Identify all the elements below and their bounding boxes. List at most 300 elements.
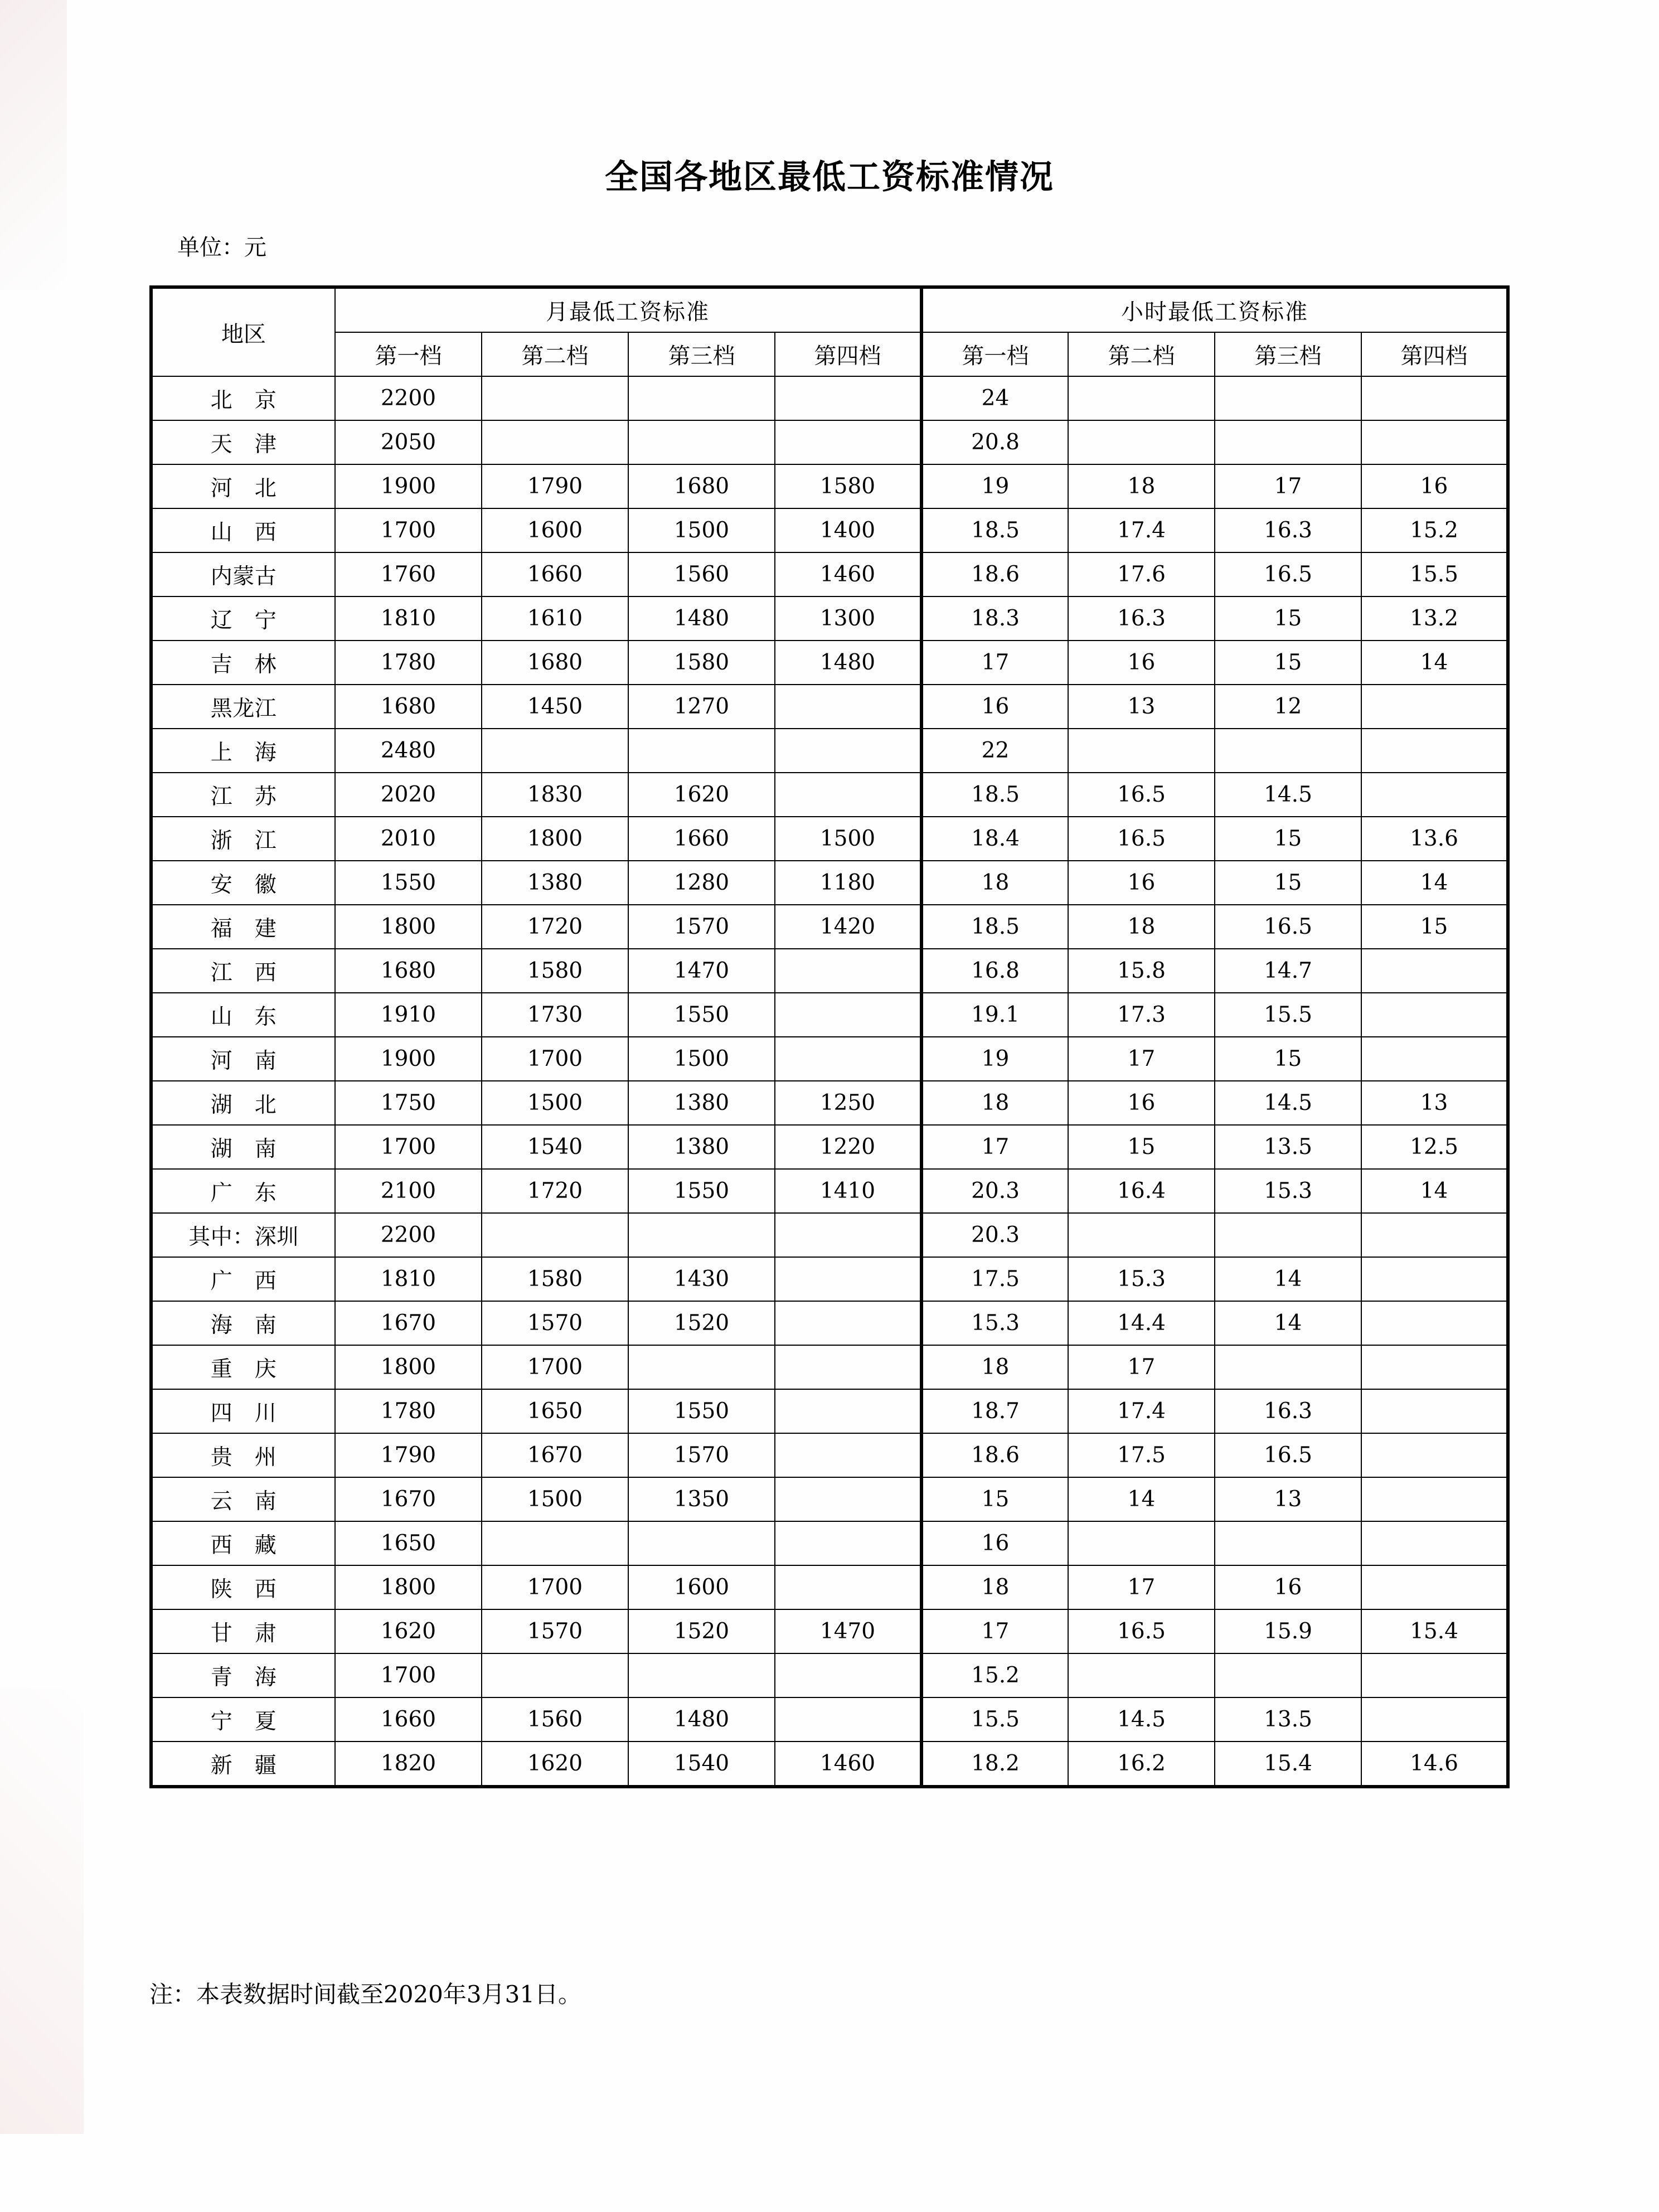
monthly-wage-cell: 2480 — [335, 729, 482, 773]
monthly-wage-cell: 2050 — [335, 420, 482, 464]
hourly-wage-cell: 13.5 — [1215, 1697, 1361, 1742]
hourly-wage-cell: 18.3 — [921, 596, 1068, 641]
hourly-wage-cell: 16.5 — [1068, 1609, 1215, 1653]
monthly-wage-cell: 1820 — [335, 1742, 482, 1787]
monthly-wage-cell: 1520 — [628, 1609, 775, 1653]
table-row — [151, 508, 1508, 552]
monthly-wage-cell — [482, 376, 628, 420]
hourly-wage-cell: 18 — [921, 1081, 1068, 1125]
monthly-wage-cell: 1700 — [335, 508, 482, 552]
monthly-wage-cell: 1660 — [335, 1697, 482, 1742]
monthly-wage-cell: 1720 — [482, 1169, 628, 1213]
hourly-wage-cell: 18.6 — [921, 552, 1068, 596]
hourly-wage-cell: 15.4 — [1215, 1742, 1361, 1787]
hourly-wage-cell: 17.5 — [921, 1257, 1068, 1301]
hourly-wage-cell: 18.2 — [921, 1742, 1068, 1787]
table-row — [151, 1213, 1508, 1257]
hourly-wage-cell: 18 — [921, 1345, 1068, 1389]
region-name-cell: 青 海 — [151, 1653, 335, 1697]
region-name-cell: 广 东 — [151, 1169, 335, 1213]
hourly-wage-cell: 19 — [921, 464, 1068, 508]
hourly-wage-cell — [1361, 949, 1508, 993]
table-row — [151, 641, 1508, 685]
monthly-wage-cell: 1910 — [335, 993, 482, 1037]
monthly-wage-cell — [482, 420, 628, 464]
hourly-wage-cell: 17 — [921, 1609, 1068, 1653]
table-header — [151, 287, 1508, 376]
table-row — [151, 729, 1508, 773]
hourly-wage-cell: 16 — [1068, 1081, 1215, 1125]
hourly-wage-cell: 17 — [921, 1125, 1068, 1169]
minimum-wage-table — [149, 285, 1510, 1788]
monthly-wage-cell: 1400 — [775, 508, 921, 552]
hourly-wage-cell: 14.5 — [1215, 1081, 1361, 1125]
monthly-wage-cell: 1670 — [335, 1477, 482, 1521]
table-row — [151, 1433, 1508, 1477]
monthly-wage-cell: 1520 — [628, 1301, 775, 1345]
hourly-wage-cell: 13 — [1361, 1081, 1508, 1125]
monthly-wage-cell: 1460 — [775, 552, 921, 596]
hourly-wage-cell: 18 — [1068, 905, 1215, 949]
region-name-cell: 山 东 — [151, 993, 335, 1037]
monthly-wage-cell: 1540 — [628, 1742, 775, 1787]
column-header-monthly-tier-2: 第二档 — [482, 332, 628, 376]
monthly-wage-cell — [775, 1301, 921, 1345]
monthly-wage-cell: 1540 — [482, 1125, 628, 1169]
monthly-wage-cell — [482, 1653, 628, 1697]
monthly-wage-cell: 1800 — [335, 1345, 482, 1389]
table-row — [151, 552, 1508, 596]
hourly-wage-cell: 16.5 — [1068, 817, 1215, 861]
region-name-cell: 浙 江 — [151, 817, 335, 861]
monthly-wage-cell: 1410 — [775, 1169, 921, 1213]
column-header-monthly-tier-4: 第四档 — [775, 332, 921, 376]
monthly-wage-cell: 1610 — [482, 596, 628, 641]
hourly-wage-cell — [1361, 1213, 1508, 1257]
hourly-wage-cell: 13 — [1215, 1477, 1361, 1521]
monthly-wage-cell: 1500 — [628, 508, 775, 552]
hourly-wage-cell: 15.8 — [1068, 949, 1215, 993]
hourly-wage-cell: 14.5 — [1215, 773, 1361, 817]
monthly-wage-cell: 1720 — [482, 905, 628, 949]
region-name-cell: 海 南 — [151, 1301, 335, 1345]
hourly-wage-cell: 14 — [1361, 1169, 1508, 1213]
monthly-wage-cell: 1700 — [482, 1037, 628, 1081]
region-name-cell: 河 南 — [151, 1037, 335, 1081]
monthly-wage-cell — [775, 1257, 921, 1301]
monthly-wage-cell: 2200 — [335, 376, 482, 420]
monthly-wage-cell: 1480 — [775, 641, 921, 685]
hourly-wage-cell: 15.5 — [1361, 552, 1508, 596]
hourly-wage-cell: 15 — [1068, 1125, 1215, 1169]
monthly-wage-cell: 1900 — [335, 1037, 482, 1081]
hourly-wage-cell: 18.5 — [921, 905, 1068, 949]
hourly-wage-cell — [1361, 1257, 1508, 1301]
hourly-wage-cell: 16 — [921, 685, 1068, 729]
hourly-wage-cell — [1215, 729, 1361, 773]
hourly-wage-cell — [1361, 376, 1508, 420]
hourly-wage-cell — [1215, 1213, 1361, 1257]
table-row — [151, 949, 1508, 993]
hourly-wage-cell: 15 — [1361, 905, 1508, 949]
monthly-wage-cell: 1830 — [482, 773, 628, 817]
monthly-wage-cell: 1570 — [482, 1609, 628, 1653]
hourly-wage-cell: 16.3 — [1215, 1389, 1361, 1433]
monthly-wage-cell: 1750 — [335, 1081, 482, 1125]
monthly-wage-cell: 1660 — [628, 817, 775, 861]
table-row — [151, 685, 1508, 729]
hourly-wage-cell: 14 — [1361, 861, 1508, 905]
monthly-wage-cell: 1700 — [482, 1565, 628, 1609]
region-name-cell: 宁 夏 — [151, 1697, 335, 1742]
monthly-wage-cell — [628, 1653, 775, 1697]
table-row — [151, 1389, 1508, 1433]
monthly-wage-cell — [775, 685, 921, 729]
region-name-cell: 辽 宁 — [151, 596, 335, 641]
table-note: 注：本表数据时间截至2020年3月31日。 — [149, 1981, 582, 2008]
column-header-hourly-tier-4: 第四档 — [1361, 332, 1508, 376]
monthly-wage-cell — [482, 1521, 628, 1565]
table-row — [151, 420, 1508, 464]
monthly-wage-cell: 1790 — [482, 464, 628, 508]
monthly-wage-cell: 1250 — [775, 1081, 921, 1125]
table-row — [151, 905, 1508, 949]
monthly-wage-cell — [775, 1565, 921, 1609]
column-header-region: 地区 — [151, 287, 335, 376]
monthly-wage-cell: 1800 — [335, 1565, 482, 1609]
table-row — [151, 1609, 1508, 1653]
hourly-wage-cell: 13.2 — [1361, 596, 1508, 641]
table-row — [151, 1125, 1508, 1169]
column-group-monthly: 月最低工资标准 — [335, 287, 921, 332]
monthly-wage-cell: 1700 — [335, 1125, 482, 1169]
hourly-wage-cell: 15 — [1215, 861, 1361, 905]
monthly-wage-cell: 1900 — [335, 464, 482, 508]
monthly-wage-cell: 1730 — [482, 993, 628, 1037]
monthly-wage-cell: 1570 — [482, 1301, 628, 1345]
monthly-wage-cell: 1500 — [482, 1477, 628, 1521]
hourly-wage-cell: 14.6 — [1361, 1742, 1508, 1787]
hourly-wage-cell: 16 — [1215, 1565, 1361, 1609]
region-name-cell: 江 苏 — [151, 773, 335, 817]
hourly-wage-cell: 15.3 — [1068, 1257, 1215, 1301]
table-row — [151, 1653, 1508, 1697]
monthly-wage-cell — [628, 729, 775, 773]
hourly-wage-cell — [1068, 376, 1215, 420]
hourly-wage-cell: 16 — [1361, 464, 1508, 508]
monthly-wage-cell — [775, 1389, 921, 1433]
monthly-wage-cell: 1460 — [775, 1742, 921, 1787]
hourly-wage-cell: 13.5 — [1215, 1125, 1361, 1169]
monthly-wage-cell: 1550 — [335, 861, 482, 905]
monthly-wage-cell — [775, 1433, 921, 1477]
hourly-wage-cell: 15 — [1215, 641, 1361, 685]
region-name-cell: 福 建 — [151, 905, 335, 949]
table-row — [151, 773, 1508, 817]
hourly-wage-cell: 17.4 — [1068, 508, 1215, 552]
hourly-wage-cell: 18.4 — [921, 817, 1068, 861]
monthly-wage-cell: 2020 — [335, 773, 482, 817]
monthly-wage-cell: 1470 — [628, 949, 775, 993]
region-name-cell: 云 南 — [151, 1477, 335, 1521]
monthly-wage-cell: 1600 — [482, 508, 628, 552]
hourly-wage-cell: 16.3 — [1215, 508, 1361, 552]
monthly-wage-cell — [775, 420, 921, 464]
hourly-wage-cell — [1215, 1653, 1361, 1697]
monthly-wage-cell — [482, 729, 628, 773]
hourly-wage-cell: 17 — [1068, 1345, 1215, 1389]
hourly-wage-cell — [1215, 376, 1361, 420]
hourly-wage-cell: 17 — [1215, 464, 1361, 508]
monthly-wage-cell — [482, 1213, 628, 1257]
column-header-hourly-tier-1: 第一档 — [921, 332, 1068, 376]
table-row — [151, 1037, 1508, 1081]
hourly-wage-cell — [1361, 1477, 1508, 1521]
hourly-wage-cell: 20.8 — [921, 420, 1068, 464]
hourly-wage-cell — [1068, 1521, 1215, 1565]
hourly-wage-cell — [1361, 1565, 1508, 1609]
hourly-wage-cell: 16.5 — [1215, 905, 1361, 949]
hourly-wage-cell: 19.1 — [921, 993, 1068, 1037]
region-name-cell: 其中：深圳 — [151, 1213, 335, 1257]
table-row — [151, 1081, 1508, 1125]
monthly-wage-cell: 1780 — [335, 1389, 482, 1433]
monthly-wage-cell: 1550 — [628, 993, 775, 1037]
hourly-wage-cell — [1361, 1301, 1508, 1345]
table-row — [151, 993, 1508, 1037]
monthly-wage-cell: 1500 — [482, 1081, 628, 1125]
monthly-wage-cell — [628, 420, 775, 464]
hourly-wage-cell — [1068, 1653, 1215, 1697]
hourly-wage-cell: 15 — [1215, 596, 1361, 641]
hourly-wage-cell: 18 — [921, 1565, 1068, 1609]
monthly-wage-cell: 1680 — [628, 464, 775, 508]
monthly-wage-cell — [775, 1477, 921, 1521]
monthly-wage-cell: 1550 — [628, 1169, 775, 1213]
hourly-wage-cell: 15.4 — [1361, 1609, 1508, 1653]
monthly-wage-cell: 1300 — [775, 596, 921, 641]
column-header-monthly-tier-1: 第一档 — [335, 332, 482, 376]
table-row — [151, 1477, 1508, 1521]
monthly-wage-cell: 1650 — [482, 1389, 628, 1433]
table-row — [151, 1257, 1508, 1301]
hourly-wage-cell: 18.5 — [921, 508, 1068, 552]
column-header-monthly-tier-3: 第三档 — [628, 332, 775, 376]
hourly-wage-cell: 16.5 — [1068, 773, 1215, 817]
hourly-wage-cell: 15.2 — [921, 1653, 1068, 1697]
monthly-wage-cell: 1670 — [335, 1301, 482, 1345]
monthly-wage-cell — [775, 729, 921, 773]
column-header-hourly-tier-3: 第三档 — [1215, 332, 1361, 376]
hourly-wage-cell: 16.3 — [1068, 596, 1215, 641]
monthly-wage-cell — [775, 1697, 921, 1742]
monthly-wage-cell: 1480 — [628, 596, 775, 641]
hourly-wage-cell — [1361, 1433, 1508, 1477]
table-row — [151, 1301, 1508, 1345]
hourly-wage-cell: 18.7 — [921, 1389, 1068, 1433]
monthly-wage-cell: 1380 — [628, 1081, 775, 1125]
monthly-wage-cell: 1270 — [628, 685, 775, 729]
monthly-wage-cell: 1350 — [628, 1477, 775, 1521]
hourly-wage-cell: 15.3 — [921, 1301, 1068, 1345]
monthly-wage-cell — [775, 1345, 921, 1389]
table-row — [151, 861, 1508, 905]
monthly-wage-cell: 1570 — [628, 1433, 775, 1477]
region-name-cell: 广 西 — [151, 1257, 335, 1301]
monthly-wage-cell: 1580 — [628, 641, 775, 685]
hourly-wage-cell: 18 — [921, 861, 1068, 905]
region-name-cell: 黑龙江 — [151, 685, 335, 729]
monthly-wage-cell: 1620 — [335, 1609, 482, 1653]
region-name-cell: 四 川 — [151, 1389, 335, 1433]
monthly-wage-cell: 1560 — [628, 552, 775, 596]
hourly-wage-cell: 18.6 — [921, 1433, 1068, 1477]
region-name-cell: 江 西 — [151, 949, 335, 993]
hourly-wage-cell — [1361, 1653, 1508, 1697]
region-name-cell: 重 庆 — [151, 1345, 335, 1389]
region-name-cell: 新 疆 — [151, 1742, 335, 1787]
table-row — [151, 1521, 1508, 1565]
monthly-wage-cell: 2100 — [335, 1169, 482, 1213]
region-name-cell: 陕 西 — [151, 1565, 335, 1609]
monthly-wage-cell — [628, 1213, 775, 1257]
hourly-wage-cell: 17.6 — [1068, 552, 1215, 596]
header-row-tiers — [151, 332, 1508, 376]
monthly-wage-cell: 1560 — [482, 1697, 628, 1742]
monthly-wage-cell: 1600 — [628, 1565, 775, 1609]
hourly-wage-cell: 17.5 — [1068, 1433, 1215, 1477]
hourly-wage-cell: 16.5 — [1215, 552, 1361, 596]
hourly-wage-cell — [1068, 729, 1215, 773]
monthly-wage-cell: 1650 — [335, 1521, 482, 1565]
hourly-wage-cell — [1215, 1521, 1361, 1565]
hourly-wage-cell: 18 — [1068, 464, 1215, 508]
table-row — [151, 817, 1508, 861]
hourly-wage-cell: 15 — [1215, 817, 1361, 861]
table-body — [151, 376, 1508, 1787]
monthly-wage-cell: 1380 — [482, 861, 628, 905]
monthly-wage-cell: 1500 — [775, 817, 921, 861]
column-header-hourly-tier-2: 第二档 — [1068, 332, 1215, 376]
table-row — [151, 1697, 1508, 1742]
monthly-wage-cell: 1380 — [628, 1125, 775, 1169]
hourly-wage-cell: 16 — [1068, 861, 1215, 905]
hourly-wage-cell: 14.4 — [1068, 1301, 1215, 1345]
monthly-wage-cell — [628, 1345, 775, 1389]
hourly-wage-cell: 13.6 — [1361, 817, 1508, 861]
monthly-wage-cell: 1470 — [775, 1609, 921, 1653]
hourly-wage-cell — [1068, 420, 1215, 464]
table-row — [151, 1345, 1508, 1389]
region-name-cell: 内蒙古 — [151, 552, 335, 596]
hourly-wage-cell: 15.3 — [1215, 1169, 1361, 1213]
monthly-wage-cell: 1570 — [628, 905, 775, 949]
monthly-wage-cell: 1790 — [335, 1433, 482, 1477]
monthly-wage-cell: 1620 — [628, 773, 775, 817]
monthly-wage-cell: 1580 — [482, 949, 628, 993]
monthly-wage-cell: 1480 — [628, 1697, 775, 1742]
monthly-wage-cell — [628, 1521, 775, 1565]
hourly-wage-cell — [1361, 420, 1508, 464]
hourly-wage-cell: 13 — [1068, 685, 1215, 729]
hourly-wage-cell: 16.4 — [1068, 1169, 1215, 1213]
monthly-wage-cell: 1680 — [335, 949, 482, 993]
hourly-wage-cell — [1361, 1697, 1508, 1742]
hourly-wage-cell: 12 — [1215, 685, 1361, 729]
region-name-cell: 甘 肃 — [151, 1609, 335, 1653]
hourly-wage-cell — [1361, 993, 1508, 1037]
monthly-wage-cell: 1760 — [335, 552, 482, 596]
hourly-wage-cell: 14 — [1215, 1257, 1361, 1301]
hourly-wage-cell: 14 — [1215, 1301, 1361, 1345]
monthly-wage-cell: 1550 — [628, 1389, 775, 1433]
monthly-wage-cell: 1450 — [482, 685, 628, 729]
region-name-cell: 山 西 — [151, 508, 335, 552]
region-name-cell: 湖 北 — [151, 1081, 335, 1125]
monthly-wage-cell — [775, 993, 921, 1037]
hourly-wage-cell — [1361, 1037, 1508, 1081]
hourly-wage-cell: 16 — [1068, 641, 1215, 685]
monthly-wage-cell: 1580 — [775, 464, 921, 508]
monthly-wage-cell: 1680 — [335, 685, 482, 729]
hourly-wage-cell: 15.5 — [921, 1697, 1068, 1742]
region-name-cell: 河 北 — [151, 464, 335, 508]
monthly-wage-cell: 1180 — [775, 861, 921, 905]
hourly-wage-cell: 15 — [921, 1477, 1068, 1521]
hourly-wage-cell — [1361, 685, 1508, 729]
hourly-wage-cell: 16 — [921, 1521, 1068, 1565]
region-name-cell: 西 藏 — [151, 1521, 335, 1565]
hourly-wage-cell: 16.5 — [1215, 1433, 1361, 1477]
monthly-wage-cell: 1660 — [482, 552, 628, 596]
hourly-wage-cell: 14.7 — [1215, 949, 1361, 993]
hourly-wage-cell: 17 — [1068, 1565, 1215, 1609]
monthly-wage-cell — [775, 376, 921, 420]
hourly-wage-cell: 18.5 — [921, 773, 1068, 817]
monthly-wage-cell — [775, 1037, 921, 1081]
monthly-wage-cell: 1680 — [482, 641, 628, 685]
monthly-wage-cell: 1800 — [482, 817, 628, 861]
table-row — [151, 1742, 1508, 1787]
monthly-wage-cell: 1280 — [628, 861, 775, 905]
monthly-wage-cell: 1780 — [335, 641, 482, 685]
monthly-wage-cell: 2010 — [335, 817, 482, 861]
hourly-wage-cell: 14.5 — [1068, 1697, 1215, 1742]
hourly-wage-cell: 17.3 — [1068, 993, 1215, 1037]
monthly-wage-cell: 1700 — [335, 1653, 482, 1697]
hourly-wage-cell — [1215, 1345, 1361, 1389]
table-row — [151, 464, 1508, 508]
hourly-wage-cell: 24 — [921, 376, 1068, 420]
hourly-wage-cell: 20.3 — [921, 1213, 1068, 1257]
monthly-wage-cell — [775, 1213, 921, 1257]
header-row-groups — [151, 287, 1508, 332]
hourly-wage-cell: 12.5 — [1361, 1125, 1508, 1169]
hourly-wage-cell: 17 — [921, 641, 1068, 685]
hourly-wage-cell: 15.2 — [1361, 508, 1508, 552]
region-name-cell: 吉 林 — [151, 641, 335, 685]
monthly-wage-cell: 1500 — [628, 1037, 775, 1081]
region-name-cell: 上 海 — [151, 729, 335, 773]
table-row — [151, 376, 1508, 420]
monthly-wage-cell — [775, 773, 921, 817]
monthly-wage-cell — [775, 1521, 921, 1565]
hourly-wage-cell: 16.8 — [921, 949, 1068, 993]
region-name-cell: 贵 州 — [151, 1433, 335, 1477]
monthly-wage-cell: 1810 — [335, 596, 482, 641]
hourly-wage-cell: 16.2 — [1068, 1742, 1215, 1787]
table-row — [151, 1169, 1508, 1213]
